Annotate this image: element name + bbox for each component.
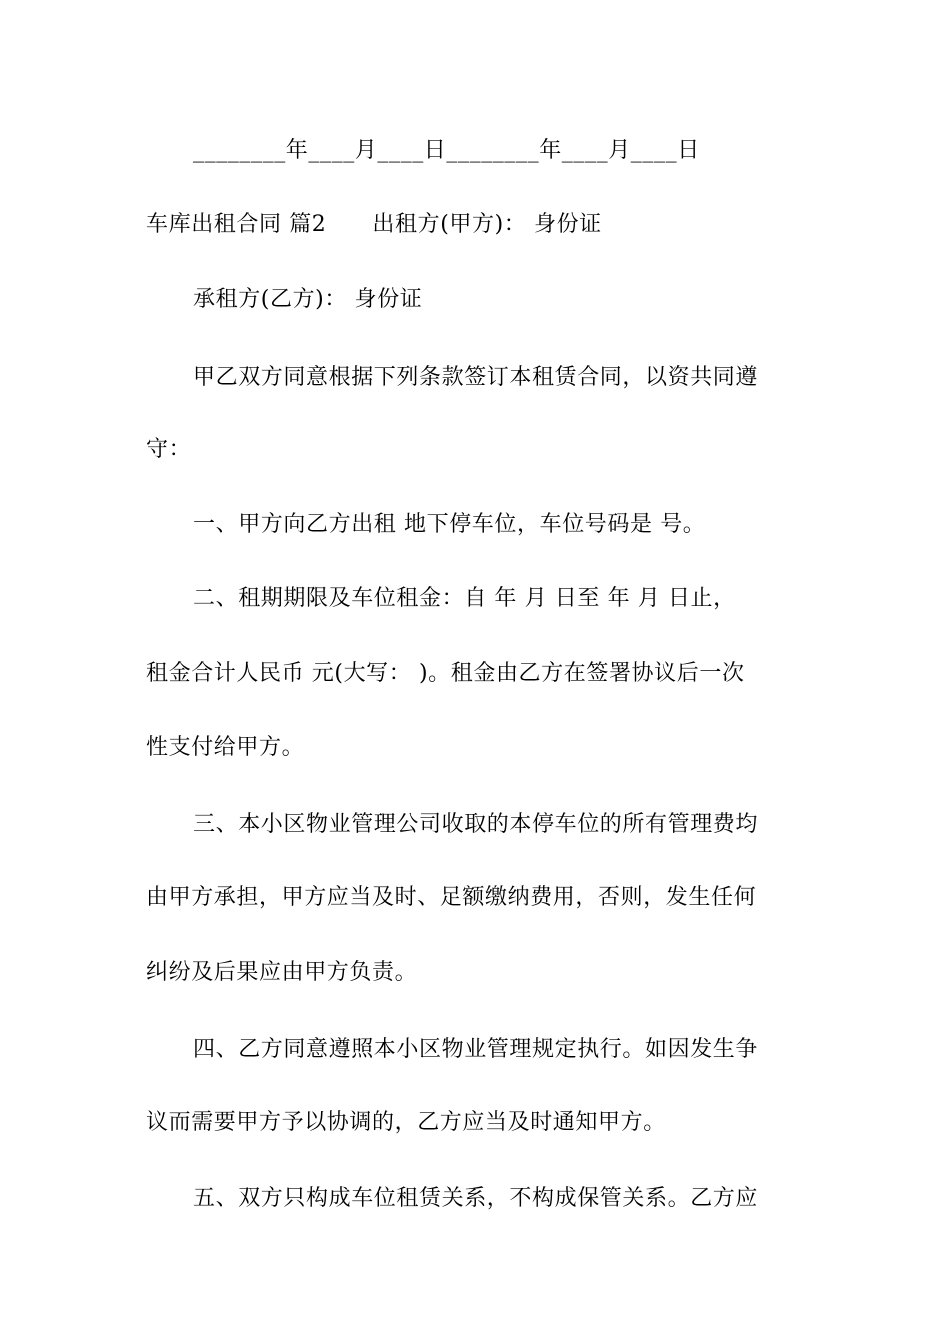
lessee-party: 承租方(乙方)： 身份证 <box>193 287 423 312</box>
clause-4-line-2: 议而需要甲方予以协调的，乙方应当及时通知甲方。 <box>146 1110 666 1135</box>
contract-heading-line <box>146 210 602 240</box>
intro-paragraph-line-2: 守： <box>146 437 192 462</box>
clause-3-line-3: 纠纷及后果应由甲方负责。 <box>146 960 418 985</box>
clause-5-line-1: 五、双方只构成车位租赁关系，不构成保管关系。乙方应 <box>193 1186 759 1211</box>
lessor-party: 出租方(甲方)： 身份证 <box>372 212 602 237</box>
clause-2-line-1: 二、租期期限及车位租金：自 年 月 日至 年 月 日止， <box>193 586 736 611</box>
clause-2-line-2: 租金合计人民币 元(大写： )。租金由乙方在签署协议后一次 <box>146 661 745 686</box>
clause-1-line-1: 一、甲方向乙方出租 地下停车位，车位号码是 号。 <box>193 512 706 537</box>
intro-paragraph-line-1: 甲乙双方同意根据下列条款签订本租赁合同，以资共同遵 <box>193 365 759 390</box>
clause-3-line-1: 三、本小区物业管理公司收取的本停车位的所有管理费均 <box>193 812 759 837</box>
clause-3-line-2: 由甲方承担，甲方应当及时、足额缴纳费用，否则，发生任何 <box>146 885 757 910</box>
contract-title: 车库出租合同 篇2 <box>146 212 327 237</box>
date-line: ________年____月____日________年____月____日 <box>193 138 700 163</box>
clause-4-line-1: 四、乙方同意遵照本小区物业管理规定执行。如因发生争 <box>193 1037 759 1062</box>
clause-2-line-3: 性支付给甲方。 <box>146 735 305 760</box>
